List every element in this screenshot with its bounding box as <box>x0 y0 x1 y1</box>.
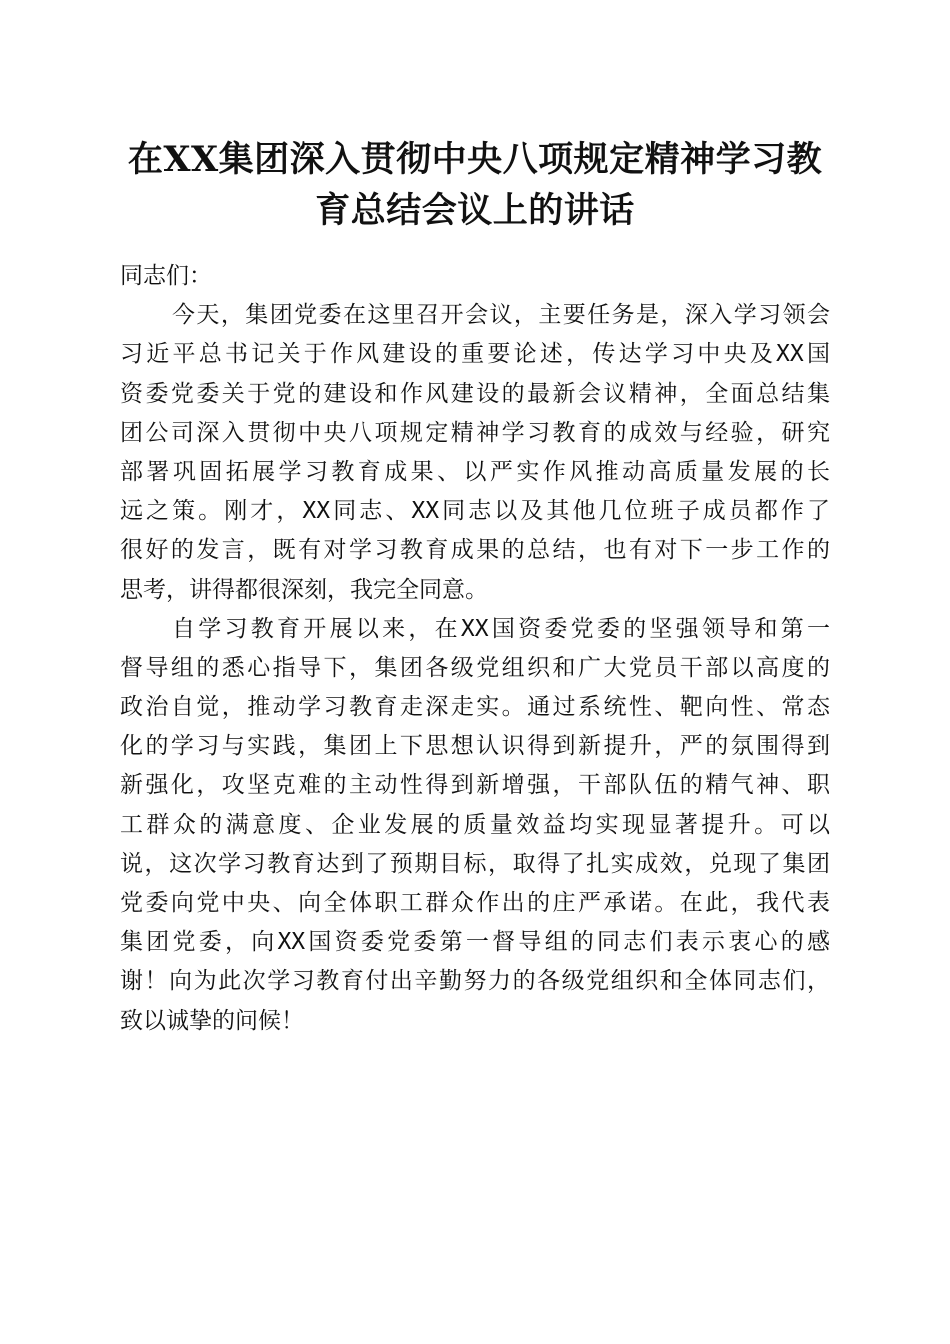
paragraph-line: 部署巩固拓展学习教育成果、以严实作风推动高质量发展的长 <box>120 458 830 485</box>
paragraph-line: 今天，集团党委在这里召开会议，主要任务是，深入学习领会 <box>172 302 830 329</box>
paragraph-line: 集团党委，向XX国资委党委第一督导组的同志们表示衷心的感 <box>120 929 830 956</box>
paragraph-line: 政治自觉，推动学习教育走深走实。通过系统性、靶向性、常态 <box>120 694 830 721</box>
title-line: 育总结会议上的讲话 <box>315 190 635 231</box>
paragraph-line: 远之策。刚才，XX同志、XX同志以及其他几位班子成员都作了 <box>120 498 830 525</box>
paragraph-line: 团公司深入贯彻中央八项规定精神学习教育的成效与经验，研究 <box>120 419 830 446</box>
paragraph-1 <box>120 296 830 610</box>
paragraph-line: 很好的发言，既有对学习教育成果的总结，也有对下一步工作的 <box>120 537 830 564</box>
paragraph-2 <box>120 610 830 1041</box>
paragraph-line: 工群众的满意度、企业发展的质量效益均实现显著提升。可以 <box>120 811 830 838</box>
paragraph-line: 自学习教育开展以来，在XX国资委党委的坚强领导和第一 <box>172 615 830 642</box>
document-title <box>110 134 840 236</box>
title-line: 在XX集团深入贯彻中央八项规定精神学习教 <box>127 139 823 180</box>
paragraph-line: 说，这次学习教育达到了预期目标，取得了扎实成效，兑现了集团 <box>120 850 830 877</box>
document-body <box>120 257 830 1041</box>
paragraph-line: 思考，讲得都很深刻，我完全同意。 <box>120 576 488 603</box>
paragraph-line: 督导组的悉心指导下，集团各级党组织和广大党员干部以高度的 <box>120 654 830 681</box>
paragraph-line: 谢！向为此次学习教育付出辛勤努力的各级党组织和全体同志们， <box>120 968 830 995</box>
paragraph-line: 新强化，攻坚克难的主动性得到新增强，干部队伍的精气神、职 <box>120 772 830 799</box>
salutation: 同志们： <box>120 263 212 289</box>
paragraph-line: 资委党委关于党的建设和作风建设的最新会议精神，全面总结集 <box>120 380 830 407</box>
paragraph-line: 党委向党中央、向全体职工群众作出的庄严承诺。在此，我代表 <box>120 890 830 916</box>
paragraph-line: 化的学习与实践，集团上下思想认识得到新提升，严的氛围得到 <box>120 733 830 760</box>
paragraph-line: 致以诚挚的问候！ <box>120 1007 304 1034</box>
paragraph-line: 习近平总书记关于作风建设的重要论述，传达学习中央及XX国 <box>120 341 830 368</box>
